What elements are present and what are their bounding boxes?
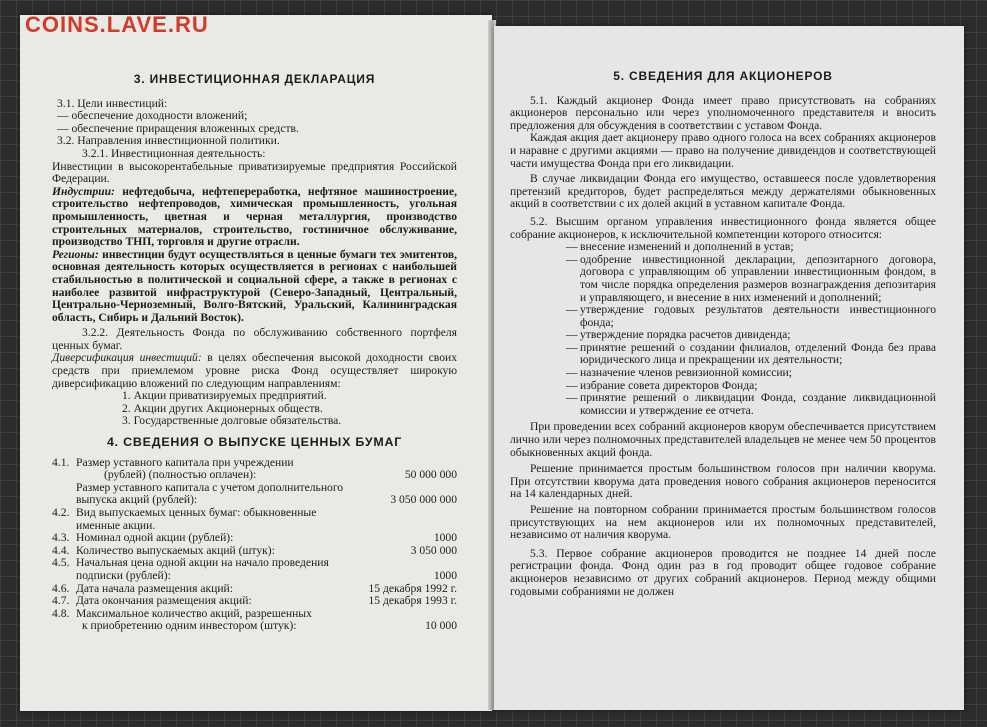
- list-item-text: назначение членов ревизионной комиссии;: [580, 366, 792, 380]
- table-row: [52, 532, 457, 545]
- row-label: Вид выпускаемых ценных бумаг: обыкновенные: [76, 506, 317, 519]
- paragraph: 3.2.2. Деятельность Фонда по обслуживанию собственного портфеля ценных бумаг.: [52, 326, 457, 352]
- paragraph: 5.1. Каждый акционер Фонда имеет право присутствовать на собраниях акционеров персонально или через уполномоченного представителя и вносить предложения для обсуждения в соответствии с уставом Фонда.: [510, 93, 936, 132]
- row-number: 4.1.: [52, 455, 70, 469]
- text-line: 3.1. Цели инвестиций:: [57, 96, 168, 110]
- row-value: 3 050 000: [410, 543, 457, 557]
- row-number: 4.4.: [52, 543, 70, 557]
- row-value: 1000: [433, 568, 457, 582]
- table-row: [52, 595, 457, 608]
- list-item: [566, 392, 936, 417]
- row-number: 4.7.: [52, 594, 70, 608]
- right-page: [494, 26, 964, 710]
- paragraph: В случае ликвидации Фонда его имущество, оставшееся после удовлетворения претензий кредиторов, будет распределяться между держателями обыкновенных акций в соответствии с их долей акций в уставном капитале Фонда.: [510, 172, 936, 211]
- dash-mark: —: [566, 252, 578, 266]
- list-item: [566, 254, 936, 304]
- row-value: 50 000 000: [404, 468, 457, 482]
- table-row: [52, 507, 457, 520]
- row-label: Дата начала размещения акций:: [76, 581, 233, 595]
- competence-list: [510, 241, 936, 417]
- row-label: Размер уставного капитала с учетом дополнительного: [76, 480, 344, 494]
- list-item: 2. Акции других Акционерных обществ.: [122, 401, 323, 415]
- list-item: [566, 342, 936, 367]
- industries-label: Индустрии:: [52, 184, 115, 198]
- row-number: 4.6.: [52, 581, 70, 595]
- list-item: [566, 329, 936, 342]
- row-label: подписки (рублей):: [76, 568, 171, 582]
- dash-mark: —: [566, 240, 578, 254]
- paragraph-diversification: [52, 352, 457, 390]
- row-value: 10 000: [425, 619, 457, 633]
- industries-text: нефтедобыча, нефтепереработка, нефтяное машиностроение, строительство нефтепроводов, химическая промышленность, угольная промышленность, цветная и черная металлургия, производство строительных материалов, строительство, гостиничное обслуживание, производство ТНП, торговля и другие отрасли.: [52, 184, 457, 249]
- text-line: — обеспечение приращения вложенных средств.: [57, 121, 299, 135]
- row-label: Номинал одной акции (рублей):: [76, 531, 234, 545]
- row-label: выпуска акций (рублей):: [76, 493, 198, 507]
- list-item: [566, 241, 936, 254]
- row-number: 4.2.: [52, 506, 70, 519]
- row-value: 3 050 000 000: [390, 493, 457, 507]
- section-5-title: 5. СВЕДЕНИЯ ДЛЯ АКЦИОНЕРОВ: [613, 69, 833, 83]
- list-item: 3. Государственные долговые обязательства.: [122, 414, 342, 428]
- list-item: [566, 304, 936, 329]
- left-page: [20, 15, 492, 711]
- row-label: Максимальное количество акций, разрешенных: [76, 606, 312, 620]
- paragraph: Инвестиции в высокорентабельные приватизируемые предприятия Российской Федерации.: [52, 159, 457, 186]
- row-label: именные акции.: [76, 518, 156, 532]
- table-row: [52, 469, 457, 482]
- list-item-text: избрание совета директоров Фонда;: [580, 378, 758, 392]
- regions-label: Регионы:: [52, 247, 99, 261]
- row-label: Дата окончания размещения акций:: [76, 594, 252, 608]
- paragraph-regions: [52, 249, 457, 325]
- dash-mark: —: [566, 328, 578, 342]
- text-line: 3.2.1. Инвестиционная деятельность:: [82, 146, 266, 160]
- paragraph: Решение на повторном собрании принимается простым большинством голосов присутствующих на нем акционеров или их полномочных представителей, независимо от наличия кворума.: [510, 503, 936, 542]
- paragraph-industries: [52, 186, 457, 249]
- section-4-title: 4. СВЕДЕНИЯ О ВЫПУСКЕ ЦЕННЫХ БУМАГ: [106, 435, 403, 450]
- list-item-text: внесение изменений и дополнений в устав;: [580, 240, 794, 254]
- list-item-text: одобрение инвестиционной декларации, депозитарного договора, договора с управляющим об управлении инвестиционным фондом, в том числе порядка определения размеров вознаграждения депозитария и управляющего, и внесение в них изменений и дополнений;: [580, 252, 936, 304]
- diversification-text: в целях обеспечения высокой доходности своих средств при приемлемом уровне риска Фонд осуществляет широкую диверсификацию вложений по следующим направлениям:: [52, 351, 457, 390]
- table-row: [52, 570, 457, 583]
- investment-list: [52, 390, 457, 428]
- dash-mark: —: [566, 303, 578, 317]
- dash-mark: —: [566, 391, 578, 405]
- list-item-text: утверждение порядка расчетов дивиденда;: [580, 328, 791, 342]
- row-label: (рублей) (полностью оплачен):: [104, 468, 257, 482]
- row-label: Размер уставного капитала при учреждении: [76, 455, 294, 469]
- dash-mark: —: [566, 340, 578, 354]
- regions-text: инвестиции будут осуществляться в ценные бумаги тех эмитентов, основная деятельность которых осуществляется в регионах с наибольшей стабильностью в политической и социальной сфере, а также в регионах с наиболее развитой инфраструктурой (Северо-Западный, Центральный, Центрально-Черноземный, Волго-Вятский, Уральский, Калининградская область, Сибирь и Дальний Восток).: [52, 247, 457, 324]
- text-line: 3.2. Направления инвестиционной политики.: [57, 134, 280, 148]
- issue-table: [52, 457, 457, 633]
- section-3-title: 3. ИНВЕСТИЦИОННАЯ ДЕКЛАРАЦИЯ: [133, 72, 376, 86]
- right-page-content: [510, 70, 936, 598]
- list-item: 1. Акции приватизируемых предприятий.: [122, 389, 327, 403]
- dash-mark: —: [566, 378, 578, 392]
- text-line: — обеспечение доходности вложений;: [57, 109, 248, 123]
- paragraph: При проведении всех собраний акционеров кворум обеспечивается присутствием лично или через полномочных представителей владельцев не менее чем 50 процентов обыкновенных акций фонда.: [510, 420, 936, 459]
- row-label: Количество выпускаемых акций (штук):: [76, 543, 275, 557]
- row-value: 15 декабря 1992 г.: [368, 581, 457, 595]
- list-item-text: утверждение годовых результатов деятельности инвестиционного фонда;: [580, 303, 936, 329]
- dash-mark: —: [566, 366, 578, 380]
- row-label: Начальная цена одной акции на начало проведения: [76, 556, 329, 570]
- list-item-text: принятие решений о создании филиалов, отделений Фонда без права юридического лица и прекращении их деятельности;: [580, 340, 936, 367]
- list-item-text: принятие решений о ликвидации Фонда, создание ликвидационной комиссии и утверждение ее отчета.: [580, 391, 936, 417]
- diversification-label: Диверсификация инвестиций:: [52, 351, 202, 365]
- row-value: 15 декабря 1993 г.: [368, 594, 457, 608]
- table-row: [52, 620, 457, 633]
- row-label: к приобретению одним инвестором (штук):: [82, 619, 297, 633]
- left-page-content: [52, 73, 457, 633]
- list-item: [566, 367, 936, 380]
- paragraph: 5.3. Первое собрание акционеров проводится не позднее 14 дней после регистрации фонда. Фонд один раз в год проводит общее годовое собрание акционеров независимо от других собраний акционеров. Период между общими годовыми собраниями не должен: [510, 546, 936, 598]
- row-number: 4.3.: [52, 531, 70, 545]
- paragraph: Решение принимается простым большинством голосов при наличии кворума. При отсутствии кворума дата проведения нового собрания акционеров переносится на 14 календарных дней.: [510, 462, 936, 501]
- row-value: 1000: [433, 531, 457, 545]
- watermark: COINS.LAVE.RU: [25, 12, 209, 37]
- row-number: 4.8.: [52, 606, 70, 620]
- paragraph: Каждая акция дает акционеру право одного голоса на всех собраниях акционеров и наравне с другими акциями — право на получение дивидендов и соответствующей части имущества Фонда при его ликвидации.: [510, 131, 936, 170]
- row-number: 4.5.: [52, 556, 70, 570]
- paragraph: 5.2. Высшим органом управления инвестиционного фонда является общее собрание акционеров, к исключительной компетенции которого относится:: [510, 214, 936, 241]
